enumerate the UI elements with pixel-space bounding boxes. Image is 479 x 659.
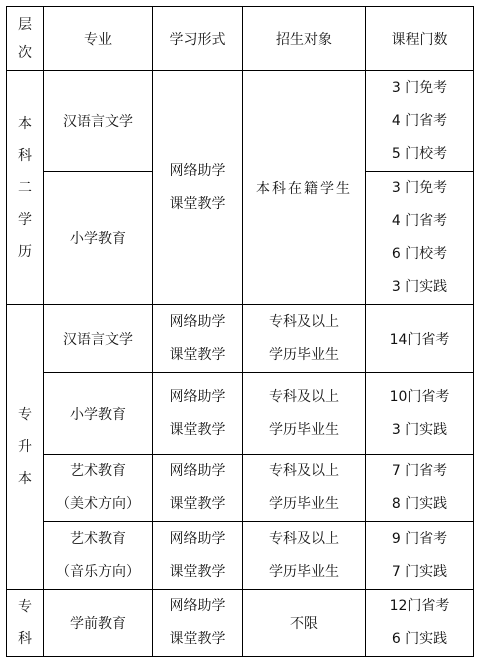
level-char: 专 <box>18 407 32 423</box>
courses-line: 4 门省考 <box>391 112 448 129</box>
study-form-line: 网络助学 <box>169 388 226 405</box>
major-line: （美术方向） <box>56 496 140 512</box>
target-cell: 不限 <box>243 590 366 657</box>
study-form-cell <box>153 522 243 590</box>
target-line: 学历毕业生 <box>269 563 339 580</box>
target-cell <box>243 522 366 590</box>
courses-line: 7 门实践 <box>391 563 448 580</box>
level-char: 二 <box>18 179 32 196</box>
study-form-line: 课堂教学 <box>169 195 226 212</box>
target-cell: 本科在籍学生 <box>243 71 366 305</box>
study-form-cell <box>153 590 243 657</box>
study-form-line: 课堂教学 <box>169 563 226 580</box>
major-line: 艺术教育 <box>70 530 126 547</box>
major-cell: 小学教育 <box>44 172 153 305</box>
level-char: 历 <box>18 243 32 260</box>
header-level-char: 层 <box>18 16 32 33</box>
courses-line: 12门省考 <box>389 598 450 614</box>
courses-cell <box>366 455 474 522</box>
target-line: 专科及以上 <box>269 463 339 479</box>
major-cell: 汉语言文学 <box>44 71 153 172</box>
study-form-cell <box>153 305 243 373</box>
level-char: 专 <box>18 599 32 615</box>
courses-line: 8 门实践 <box>391 496 448 512</box>
courses-line: 9 门省考 <box>391 530 448 547</box>
study-form-line: 网络助学 <box>169 598 226 614</box>
study-form-line: 课堂教学 <box>169 346 226 363</box>
header-level-char: 次 <box>18 44 32 61</box>
courses-line: 6 门实践 <box>391 631 448 647</box>
courses-cell: 14门省考 <box>366 305 474 373</box>
study-form-line: 网络助学 <box>169 313 226 330</box>
major-line: （音乐方向） <box>56 563 140 580</box>
courses-line: 4 门省考 <box>391 213 448 229</box>
major-cell: 学前教育 <box>44 590 153 657</box>
level-char: 科 <box>18 147 32 164</box>
program-table <box>6 6 474 657</box>
level-benke <box>7 71 44 305</box>
courses-line: 3 门实践 <box>391 279 448 295</box>
study-form-line: 课堂教学 <box>169 421 226 438</box>
level-char: 本 <box>18 471 32 487</box>
study-form-line: 网络助学 <box>169 530 226 547</box>
table-row <box>7 590 474 657</box>
study-form-line: 网络助学 <box>169 162 226 179</box>
study-form-line: 课堂教学 <box>169 631 226 647</box>
target-cell <box>243 455 366 522</box>
courses-cell <box>366 522 474 590</box>
courses-line: 3 门实践 <box>391 421 448 438</box>
target-line: 学历毕业生 <box>269 496 339 512</box>
level-char: 升 <box>18 439 32 455</box>
courses-cell <box>366 172 474 305</box>
courses-cell <box>366 590 474 657</box>
major-cell: 汉语言文学 <box>44 305 153 373</box>
courses-line: 6 门校考 <box>391 246 448 262</box>
header-major: 专业 <box>44 7 153 71</box>
level-char: 学 <box>18 211 32 228</box>
target-cell <box>243 373 366 455</box>
study-form-line: 课堂教学 <box>169 496 226 512</box>
level-zhuanke <box>7 590 44 657</box>
major-line: 艺术教育 <box>70 463 126 479</box>
table-row <box>7 522 474 590</box>
study-form-cell <box>153 71 243 305</box>
table-row <box>7 455 474 522</box>
target-line: 学历毕业生 <box>269 421 339 438</box>
courses-line: 5 门校考 <box>391 145 448 162</box>
header-level <box>7 7 44 71</box>
header-target: 招生对象 <box>243 7 366 71</box>
level-char: 科 <box>18 631 32 647</box>
study-form-line: 网络助学 <box>169 463 226 479</box>
major-cell <box>44 522 153 590</box>
target-line: 专科及以上 <box>269 530 339 547</box>
courses-line: 3 门免考 <box>391 79 448 96</box>
target-line: 学历毕业生 <box>269 346 339 363</box>
target-cell <box>243 305 366 373</box>
header-study-form: 学习形式 <box>153 7 243 71</box>
courses-cell <box>366 373 474 455</box>
courses-line: 3 门免考 <box>391 180 448 196</box>
header-courses: 课程门数 <box>366 7 474 71</box>
level-char: 本 <box>18 115 32 132</box>
courses-line: 7 门省考 <box>391 463 448 479</box>
target-line: 专科及以上 <box>269 313 339 330</box>
major-cell <box>44 455 153 522</box>
table-row <box>7 305 474 373</box>
major-cell: 小学教育 <box>44 373 153 455</box>
courses-line: 10门省考 <box>389 388 450 405</box>
target-line: 专科及以上 <box>269 388 339 405</box>
courses-cell <box>366 71 474 172</box>
table-row <box>7 373 474 455</box>
header-row <box>7 7 474 71</box>
study-form-cell <box>153 373 243 455</box>
table-row <box>7 71 474 172</box>
study-form-cell <box>153 455 243 522</box>
level-zhuanshengben <box>7 305 44 590</box>
